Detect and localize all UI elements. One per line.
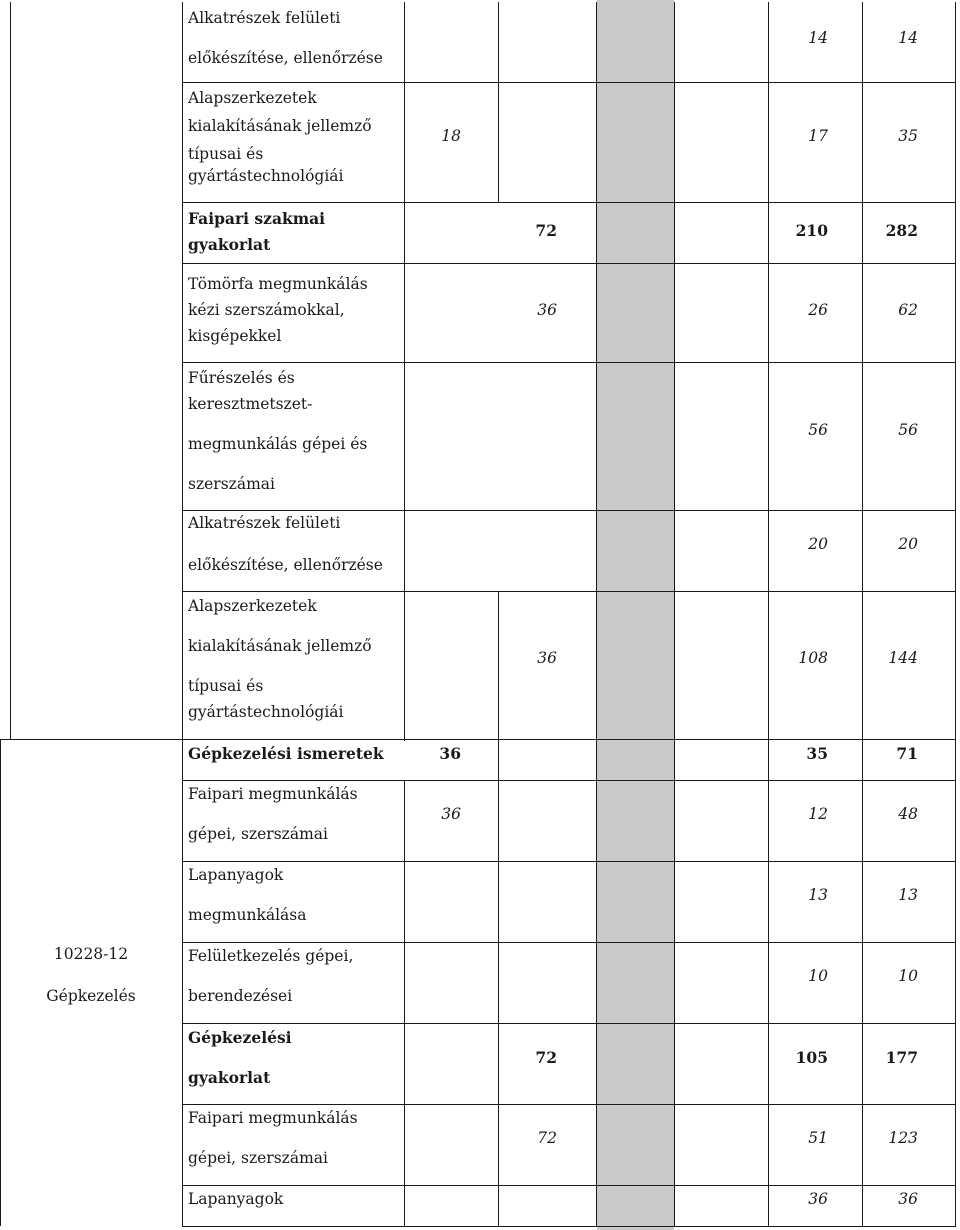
subject-line: Lapanyagok bbox=[188, 1190, 284, 1208]
column-divider bbox=[404, 2, 405, 741]
subject-line: gyártástechnológiái bbox=[188, 167, 344, 185]
hours-c4: 13 bbox=[898, 886, 918, 904]
subject-line: szerszámai bbox=[188, 475, 275, 493]
subject-line: megmunkálása bbox=[188, 906, 307, 924]
subject-line: Alapszerkezetek bbox=[188, 89, 317, 107]
subject-line: Gépkezelési ismeretek bbox=[188, 744, 384, 763]
hours-c3: 26 bbox=[808, 301, 828, 319]
hours-c3: 13 bbox=[808, 886, 828, 904]
column-divider bbox=[955, 2, 956, 1227]
hours-c3: 10 bbox=[808, 967, 828, 985]
column-divider bbox=[404, 780, 405, 1226]
subject-line: kialakításának jellemző bbox=[188, 117, 372, 135]
row-divider bbox=[182, 362, 956, 363]
row-divider bbox=[182, 739, 956, 740]
subject-line: előkészítése, ellenőrzése bbox=[188, 49, 383, 67]
column-divider bbox=[768, 2, 769, 1227]
hours-c4: 14 bbox=[898, 29, 918, 47]
module-code: 10228-12 bbox=[53, 945, 129, 963]
column-divider bbox=[862, 2, 863, 1227]
column-divider bbox=[0, 740, 1, 1226]
row-divider bbox=[182, 1023, 956, 1024]
subject-line: kisgépekkel bbox=[188, 327, 282, 345]
hours-c3: 210 bbox=[795, 221, 828, 240]
hours-c3: 108 bbox=[798, 649, 828, 667]
subject-line: gyakorlat bbox=[188, 1068, 271, 1087]
hours-c4: 20 bbox=[898, 535, 918, 553]
subject-line: típusai és bbox=[188, 145, 264, 163]
column-divider bbox=[498, 2, 499, 202]
subject-line: Faipari megmunkálás bbox=[188, 785, 358, 803]
subject-line: Gépkezelési bbox=[188, 1028, 292, 1047]
hours-c1: 18 bbox=[441, 127, 461, 145]
subject-line: kézi szerszámokkal, bbox=[188, 301, 345, 319]
hours-c4: 144 bbox=[888, 649, 918, 667]
hours-c4: 36 bbox=[898, 1190, 918, 1208]
hours-c4: 10 bbox=[898, 967, 918, 985]
column-divider bbox=[596, 2, 597, 1227]
subject-line: Alkatrészek felületi bbox=[188, 9, 341, 27]
subject-line: Alkatrészek felületi bbox=[188, 514, 341, 532]
hours-c3: 20 bbox=[808, 535, 828, 553]
hours-c4: 62 bbox=[898, 301, 918, 319]
subject-line: Faipari megmunkálás bbox=[188, 1109, 358, 1127]
subject-line: kialakításának jellemző bbox=[188, 637, 372, 655]
row-divider bbox=[182, 263, 956, 264]
hours-c4: 123 bbox=[888, 1129, 918, 1147]
subject-line: berendezései bbox=[188, 987, 293, 1005]
subject-line: gyártástechnológiái bbox=[188, 703, 344, 721]
row-divider bbox=[182, 1104, 956, 1105]
subject-line: Faipari szakmai bbox=[188, 209, 326, 228]
subject-line: Lapanyagok bbox=[188, 866, 284, 884]
column-divider bbox=[182, 2, 183, 1227]
subject-line: gépei, szerszámai bbox=[188, 825, 328, 843]
hours-c2: 72 bbox=[537, 1129, 557, 1147]
subject-line: előkészítése, ellenőrzése bbox=[188, 556, 383, 574]
hours-c4: 35 bbox=[898, 127, 918, 145]
row-divider bbox=[182, 1185, 956, 1186]
hours-c1: 36 bbox=[441, 805, 461, 823]
hours-c3: 12 bbox=[808, 805, 828, 823]
hours-c1: 36 bbox=[439, 744, 461, 763]
hours-c4: 56 bbox=[898, 421, 918, 439]
subject-line: Alapszerkezetek bbox=[188, 597, 317, 615]
module-name: Gépkezelés bbox=[46, 987, 136, 1005]
row-divider bbox=[182, 780, 956, 781]
row-divider bbox=[182, 82, 956, 83]
subject-line: Felületkezelés gépei, bbox=[188, 947, 354, 965]
column-divider bbox=[10, 2, 11, 739]
row-divider bbox=[182, 202, 956, 203]
hours-c2: 36 bbox=[537, 301, 557, 319]
subject-line: Tömörfa megmunkálás bbox=[188, 275, 368, 293]
hours-c4: 71 bbox=[896, 744, 918, 763]
row-divider bbox=[182, 510, 956, 511]
row-divider bbox=[182, 1226, 956, 1227]
hours-c3: 14 bbox=[808, 29, 828, 47]
subject-line: Fűrészelés és bbox=[188, 369, 295, 387]
hours-c2: 72 bbox=[535, 221, 557, 240]
subject-line: típusai és bbox=[188, 677, 264, 695]
hours-c2: 72 bbox=[535, 1048, 557, 1067]
subject-line: megmunkálás gépei és bbox=[188, 435, 368, 453]
hours-c3: 17 bbox=[808, 127, 828, 145]
hours-c4: 282 bbox=[885, 221, 918, 240]
row-divider bbox=[182, 942, 956, 943]
hours-c4: 48 bbox=[898, 805, 918, 823]
hours-c3: 51 bbox=[808, 1129, 828, 1147]
column-divider bbox=[498, 591, 499, 1226]
subject-line: gépei, szerszámai bbox=[188, 1149, 328, 1167]
hours-c3: 56 bbox=[808, 421, 828, 439]
hours-c3: 36 bbox=[808, 1190, 828, 1208]
subject-line: keresztmetszet- bbox=[188, 395, 313, 413]
column-divider bbox=[674, 2, 675, 1227]
shaded-column bbox=[597, 0, 674, 1230]
hours-c3: 35 bbox=[806, 744, 828, 763]
hours-c3: 105 bbox=[795, 1048, 828, 1067]
row-divider bbox=[182, 861, 956, 862]
module-divider bbox=[0, 739, 182, 740]
hours-c4: 177 bbox=[885, 1048, 918, 1067]
subject-line: gyakorlat bbox=[188, 235, 271, 254]
hours-c2: 36 bbox=[537, 649, 557, 667]
row-divider bbox=[182, 591, 956, 592]
